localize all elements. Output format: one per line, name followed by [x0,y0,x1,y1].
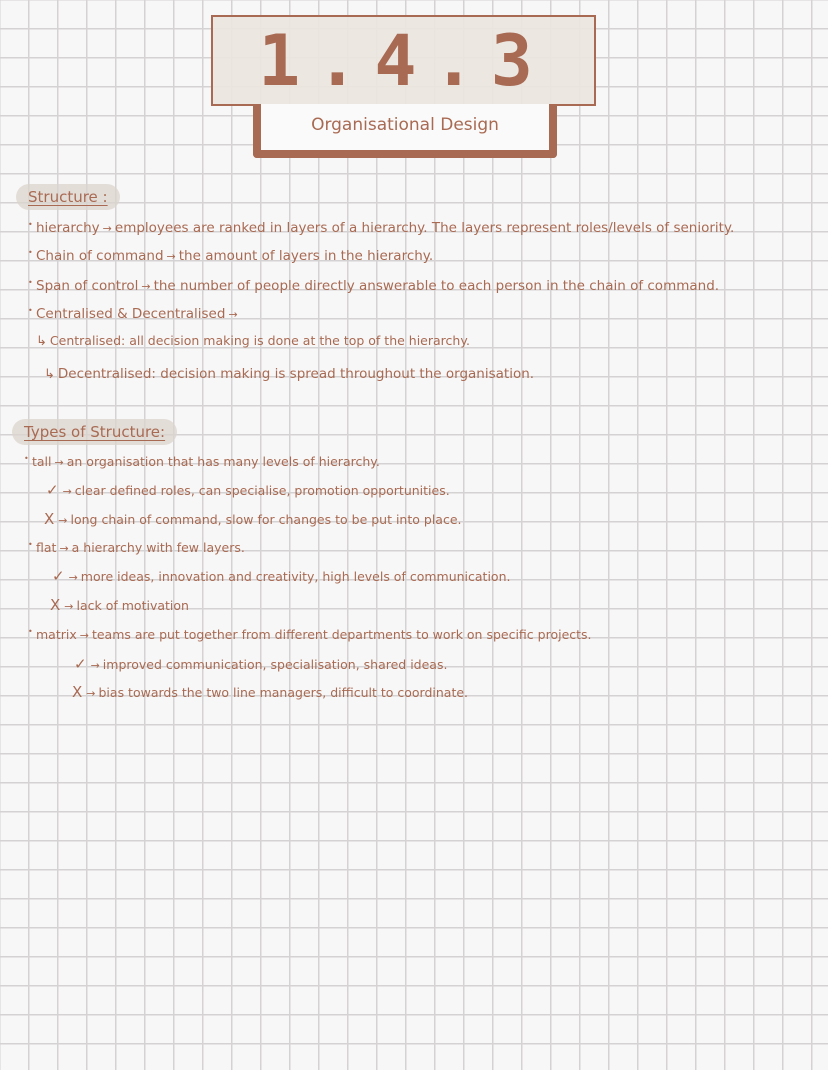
sub-item-centralised [36,332,470,351]
bullet-icon: • [28,627,33,636]
advantage-text: improved communication, specialisation, shared ideas. [102,657,448,672]
sub-item-decentralised [44,365,534,384]
arrow-icon: → [54,456,64,469]
hook-arrow-icon: ↳ [44,367,55,382]
bullet-icon: • [28,220,33,229]
definition: teams are put together from different departments to work on specific projects. [91,627,592,642]
cross-icon: X [44,510,55,528]
term: Chain of command [36,248,164,264]
arrow-icon: → [79,629,89,642]
list-item-hierarchy [28,219,734,239]
check-icon: ✓ [46,481,59,499]
bullet-icon: • [28,306,33,315]
disadvantage-text: lack of motivation [76,598,189,613]
disadvantage-matrix [72,683,468,703]
arrow-icon: → [68,571,78,584]
bullet-icon: • [28,540,33,549]
term: tall [32,454,52,469]
topic-number: 1.4.3 [258,20,549,102]
title-box [211,15,596,106]
section-heading-types-of-structure: Types of Structure: [12,419,177,445]
term: flat [36,540,57,555]
arrow-icon: → [102,222,112,235]
term: hierarchy [36,220,100,236]
term: Centralised & Decentralised [36,306,226,322]
disadvantage-text: bias towards the two line managers, difficult to coordinate. [98,685,469,700]
advantage-flat [52,567,510,587]
definition: a hierarchy with few layers. [71,540,245,555]
list-item-span-of-control [28,277,719,297]
disadvantage-text: long chain of command, slow for changes to be put into place. [70,512,462,527]
definition: an organisation that has many levels of hierarchy. [66,454,380,469]
advantage-tall [46,481,450,501]
definition: the amount of layers in the hierarchy. [178,248,434,264]
cross-icon: X [72,683,83,701]
list-item-flat [28,539,245,559]
definition: : decision making is spread throughout the organisation. [151,366,535,382]
advantage-matrix [74,655,447,675]
arrow-icon: → [86,687,96,700]
disadvantage-flat [50,596,189,616]
arrow-icon: → [90,659,100,672]
page-title: Organisational Design [311,115,499,135]
check-icon: ✓ [74,655,87,673]
arrow-icon: → [62,485,72,498]
arrow-icon: → [166,250,176,263]
subtitle-bracket [253,104,557,158]
bullet-icon: • [24,454,29,463]
definition: the number of people directly answerable to each person in the chain of command. [153,278,720,294]
bullet-icon: • [28,278,33,287]
arrow-icon: → [141,280,151,293]
definition: employees are ranked in layers of a hierarchy. The layers represent roles/levels of seniority. [114,220,735,236]
list-item-matrix [28,626,592,646]
arrow-icon: → [59,542,69,555]
bullet-icon: • [28,248,33,257]
section-heading-structure: Structure : [16,184,120,210]
arrow-icon: → [228,308,238,321]
check-icon: ✓ [52,567,65,585]
term: Span of control [36,278,139,294]
definition: : all decision making is done at the top of the hierarchy. [121,333,470,348]
arrow-icon: → [58,514,68,527]
disadvantage-tall [44,510,462,530]
term: Decentralised [57,366,152,382]
term: Centralised [49,333,122,348]
list-item-tall [24,453,380,473]
list-item-chain-of-command [28,247,433,267]
cross-icon: X [50,596,61,614]
list-item-centralisation [28,305,241,325]
advantage-text: more ideas, innovation and creativity, high levels of communication. [80,569,511,584]
term: matrix [36,627,77,642]
advantage-text: clear defined roles, can specialise, promotion opportunities. [74,483,450,498]
hook-arrow-icon: ↳ [36,334,47,349]
arrow-icon: → [64,600,74,613]
